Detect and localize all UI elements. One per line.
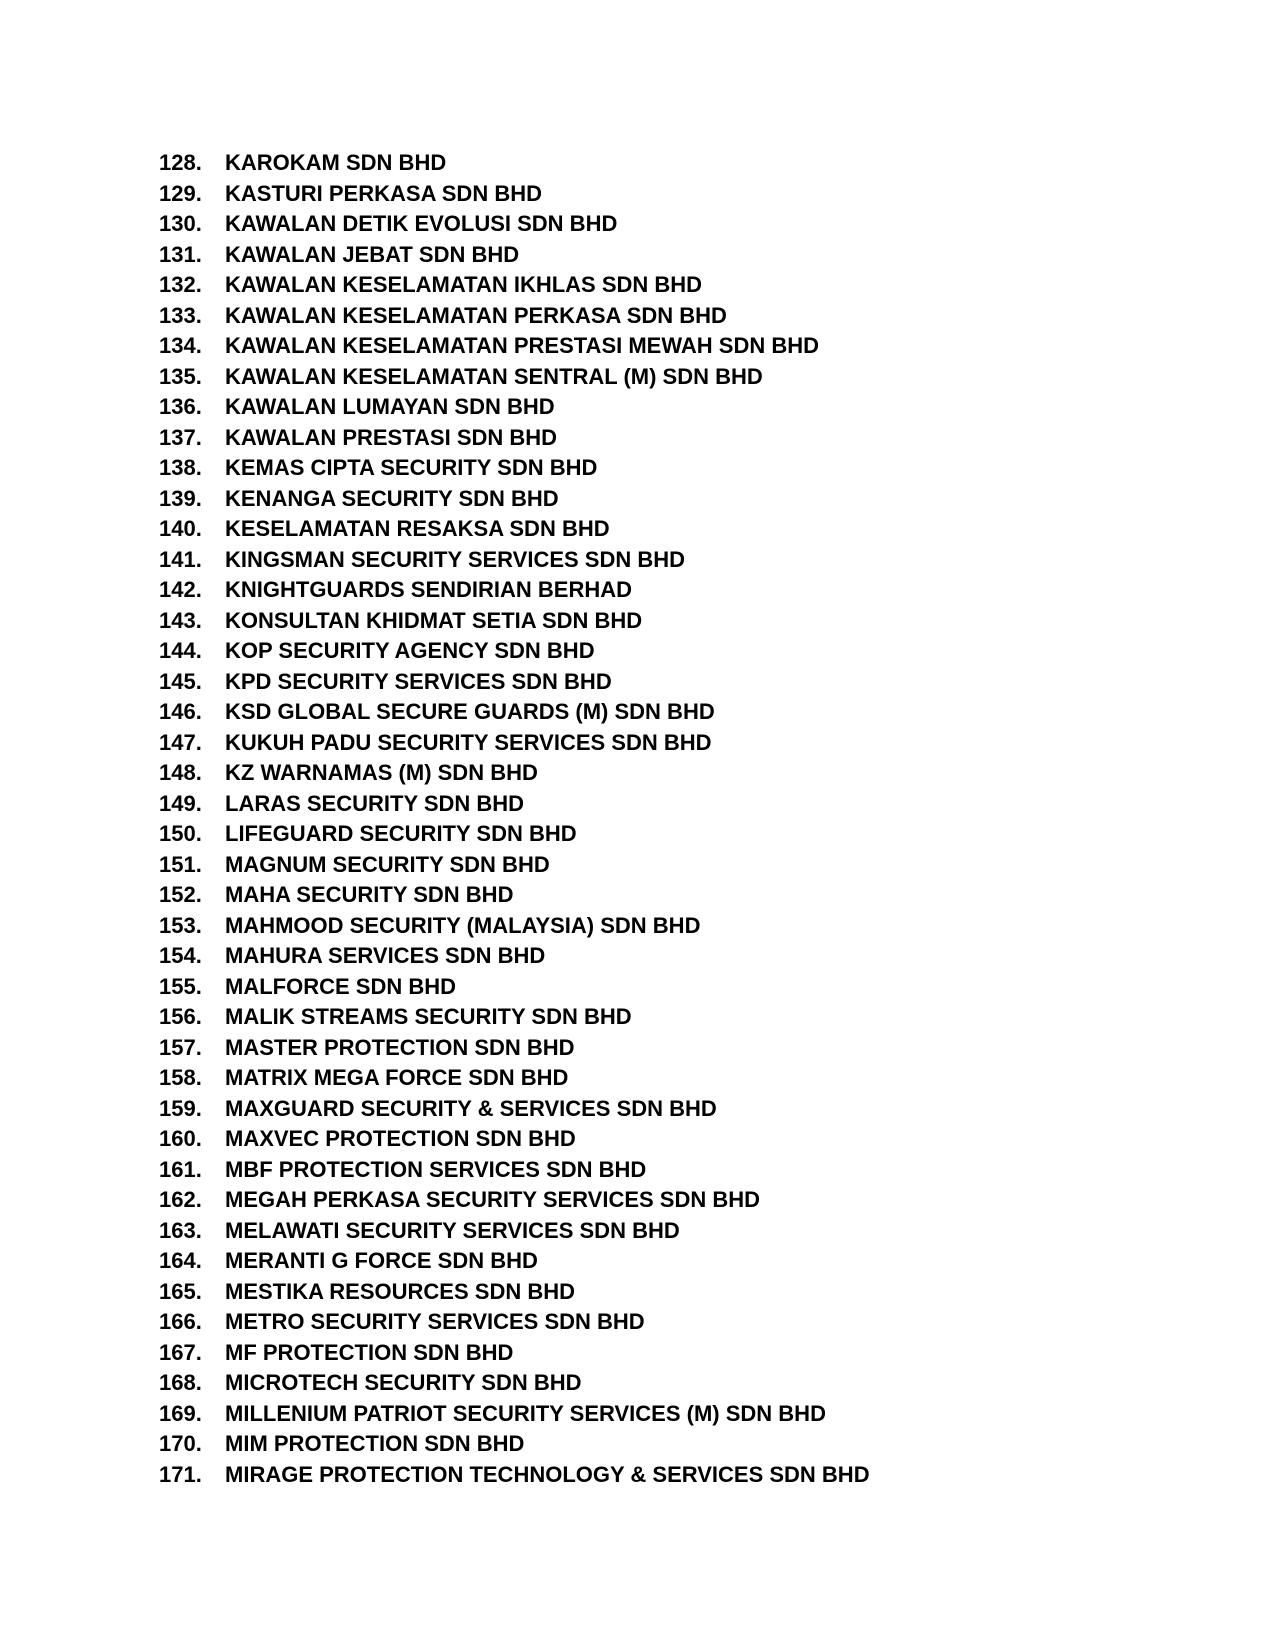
company-name: MBF PROTECTION SERVICES SDN BHD xyxy=(225,1156,647,1182)
list-item xyxy=(159,240,870,271)
company-name: KINGSMAN SECURITY SERVICES SDN BHD xyxy=(225,546,686,572)
company-name: LARAS SECURITY SDN BHD xyxy=(225,790,525,816)
company-name: KONSULTAN KHIDMAT SETIA SDN BHD xyxy=(225,607,643,633)
item-number: 145. xyxy=(159,668,202,694)
list-item xyxy=(159,301,870,332)
item-number: 152. xyxy=(159,882,202,907)
list-item xyxy=(159,1124,870,1155)
list-item xyxy=(159,484,870,515)
company-name: MIM PROTECTION SDN BHD xyxy=(225,1431,525,1456)
company-name: MICROTECH SECURITY SDN BHD xyxy=(225,1370,582,1395)
company-name: MELAWATI SECURITY SERVICES SDN BHD xyxy=(225,1217,680,1243)
company-name: MALFORCE SDN BHD xyxy=(225,973,456,999)
item-number: 154. xyxy=(159,943,202,968)
list-item xyxy=(159,1185,870,1216)
company-name: MIRAGE PROTECTION TECHNOLOGY & SERVICES SDN BHD xyxy=(225,1461,870,1487)
item-number: 168. xyxy=(159,1370,202,1395)
item-number: 146. xyxy=(159,699,202,724)
list-item xyxy=(159,880,870,911)
list-item xyxy=(159,697,870,728)
list-item xyxy=(159,1033,870,1064)
item-number: 133. xyxy=(159,302,202,328)
item-number: 132. xyxy=(159,272,202,297)
list-item xyxy=(159,636,870,667)
list-item xyxy=(159,179,870,210)
list-item xyxy=(159,1399,870,1430)
item-number: 153. xyxy=(159,912,202,938)
list-item xyxy=(159,1460,870,1491)
item-number: 128. xyxy=(159,150,202,175)
company-name: MAXGUARD SECURITY & SERVICES SDN BHD xyxy=(225,1095,717,1121)
item-number: 170. xyxy=(159,1431,202,1456)
item-number: 148. xyxy=(159,760,202,785)
list-item xyxy=(159,1277,870,1308)
item-number: 142. xyxy=(159,577,202,602)
item-number: 151. xyxy=(159,851,202,877)
item-number: 165. xyxy=(159,1278,202,1304)
item-number: 130. xyxy=(159,211,202,236)
item-number: 155. xyxy=(159,973,202,999)
company-name: MF PROTECTION SDN BHD xyxy=(225,1339,514,1365)
item-number: 163. xyxy=(159,1217,202,1243)
list-item xyxy=(159,545,870,576)
item-number: 138. xyxy=(159,455,202,480)
company-name: KASTURI PERKASA SDN BHD xyxy=(225,180,542,206)
item-number: 169. xyxy=(159,1400,202,1426)
item-number: 149. xyxy=(159,790,202,816)
company-name: KAWALAN KESELAMATAN PRESTASI MEWAH SDN BHD xyxy=(225,333,819,358)
item-number: 129. xyxy=(159,180,202,206)
list-item xyxy=(159,270,870,301)
company-name: KNIGHTGUARDS SENDIRIAN BERHAD xyxy=(225,577,633,602)
list-item xyxy=(159,667,870,698)
company-list xyxy=(159,148,870,1490)
company-name: KENANGA SECURITY SDN BHD xyxy=(225,485,559,511)
company-name: KEMAS CIPTA SECURITY SDN BHD xyxy=(225,455,598,480)
item-number: 147. xyxy=(159,729,202,755)
company-name: KAWALAN DETIK EVOLUSI SDN BHD xyxy=(225,211,618,236)
item-number: 159. xyxy=(159,1095,202,1121)
item-number: 140. xyxy=(159,516,202,541)
company-name: MESTIKA RESOURCES SDN BHD xyxy=(225,1278,575,1304)
item-number: 166. xyxy=(159,1309,202,1334)
company-name: KAROKAM SDN BHD xyxy=(225,150,447,175)
company-name: KSD GLOBAL SECURE GUARDS (M) SDN BHD xyxy=(225,699,715,724)
item-number: 139. xyxy=(159,485,202,511)
item-number: 150. xyxy=(159,821,202,846)
item-number: 156. xyxy=(159,1004,202,1029)
company-name: MAXVEC PROTECTION SDN BHD xyxy=(225,1126,576,1151)
list-item xyxy=(159,209,870,240)
item-number: 131. xyxy=(159,241,202,267)
company-name: METRO SECURITY SERVICES SDN BHD xyxy=(225,1309,645,1334)
company-name: MAGNUM SECURITY SDN BHD xyxy=(225,851,550,877)
company-name: KZ WARNAMAS (M) SDN BHD xyxy=(225,760,538,785)
list-item xyxy=(159,1246,870,1277)
item-number: 141. xyxy=(159,546,202,572)
list-item xyxy=(159,362,870,393)
company-name: LIFEGUARD SECURITY SDN BHD xyxy=(225,821,577,846)
list-item xyxy=(159,1155,870,1186)
item-number: 161. xyxy=(159,1156,202,1182)
company-name: KUKUH PADU SECURITY SERVICES SDN BHD xyxy=(225,729,712,755)
item-number: 136. xyxy=(159,394,202,419)
company-name: MILLENIUM PATRIOT SECURITY SERVICES (M) SDN BHD xyxy=(225,1400,826,1426)
item-number: 164. xyxy=(159,1248,202,1273)
list-item xyxy=(159,1307,870,1338)
company-name: KAWALAN KESELAMATAN IKHLAS SDN BHD xyxy=(225,272,703,297)
item-number: 137. xyxy=(159,424,202,450)
list-item xyxy=(159,789,870,820)
company-name: MERANTI G FORCE SDN BHD xyxy=(225,1248,538,1273)
list-item xyxy=(159,392,870,423)
list-item xyxy=(159,758,870,789)
list-item xyxy=(159,819,870,850)
company-name: MEGAH PERKASA SECURITY SERVICES SDN BHD xyxy=(225,1187,761,1212)
item-number: 160. xyxy=(159,1126,202,1151)
company-name: KAWALAN PRESTASI SDN BHD xyxy=(225,424,558,450)
item-number: 143. xyxy=(159,607,202,633)
company-name: MAHURA SERVICES SDN BHD xyxy=(225,943,546,968)
list-item xyxy=(159,1338,870,1369)
list-item xyxy=(159,1216,870,1247)
company-name: MAHA SECURITY SDN BHD xyxy=(225,882,514,907)
list-item xyxy=(159,453,870,484)
list-item xyxy=(159,972,870,1003)
company-name: KAWALAN LUMAYAN SDN BHD xyxy=(225,394,555,419)
list-item xyxy=(159,911,870,942)
list-item xyxy=(159,575,870,606)
company-name: MATRIX MEGA FORCE SDN BHD xyxy=(225,1065,569,1090)
list-item xyxy=(159,1063,870,1094)
company-name: KAWALAN KESELAMATAN SENTRAL (M) SDN BHD xyxy=(225,363,763,389)
list-item xyxy=(159,423,870,454)
company-name: MALIK STREAMS SECURITY SDN BHD xyxy=(225,1004,632,1029)
list-item xyxy=(159,514,870,545)
item-number: 134. xyxy=(159,333,202,358)
company-name: KAWALAN JEBAT SDN BHD xyxy=(225,241,520,267)
company-name: KOP SECURITY AGENCY SDN BHD xyxy=(225,638,595,663)
list-item xyxy=(159,331,870,362)
company-name: KESELAMATAN RESAKSA SDN BHD xyxy=(225,516,610,541)
item-number: 167. xyxy=(159,1339,202,1365)
company-name: KPD SECURITY SERVICES SDN BHD xyxy=(225,668,612,694)
list-item xyxy=(159,1429,870,1460)
list-item xyxy=(159,148,870,179)
list-item xyxy=(159,850,870,881)
list-item xyxy=(159,941,870,972)
item-number: 135. xyxy=(159,363,202,389)
item-number: 158. xyxy=(159,1065,202,1090)
item-number: 162. xyxy=(159,1187,202,1212)
item-number: 157. xyxy=(159,1034,202,1060)
item-number: 144. xyxy=(159,638,202,663)
company-name: MASTER PROTECTION SDN BHD xyxy=(225,1034,575,1060)
list-item xyxy=(159,1368,870,1399)
list-item xyxy=(159,1094,870,1125)
list-item xyxy=(159,728,870,759)
list-item xyxy=(159,606,870,637)
item-number: 171. xyxy=(159,1461,202,1487)
company-name: KAWALAN KESELAMATAN PERKASA SDN BHD xyxy=(225,302,727,328)
list-item xyxy=(159,1002,870,1033)
company-name: MAHMOOD SECURITY (MALAYSIA) SDN BHD xyxy=(225,912,701,938)
